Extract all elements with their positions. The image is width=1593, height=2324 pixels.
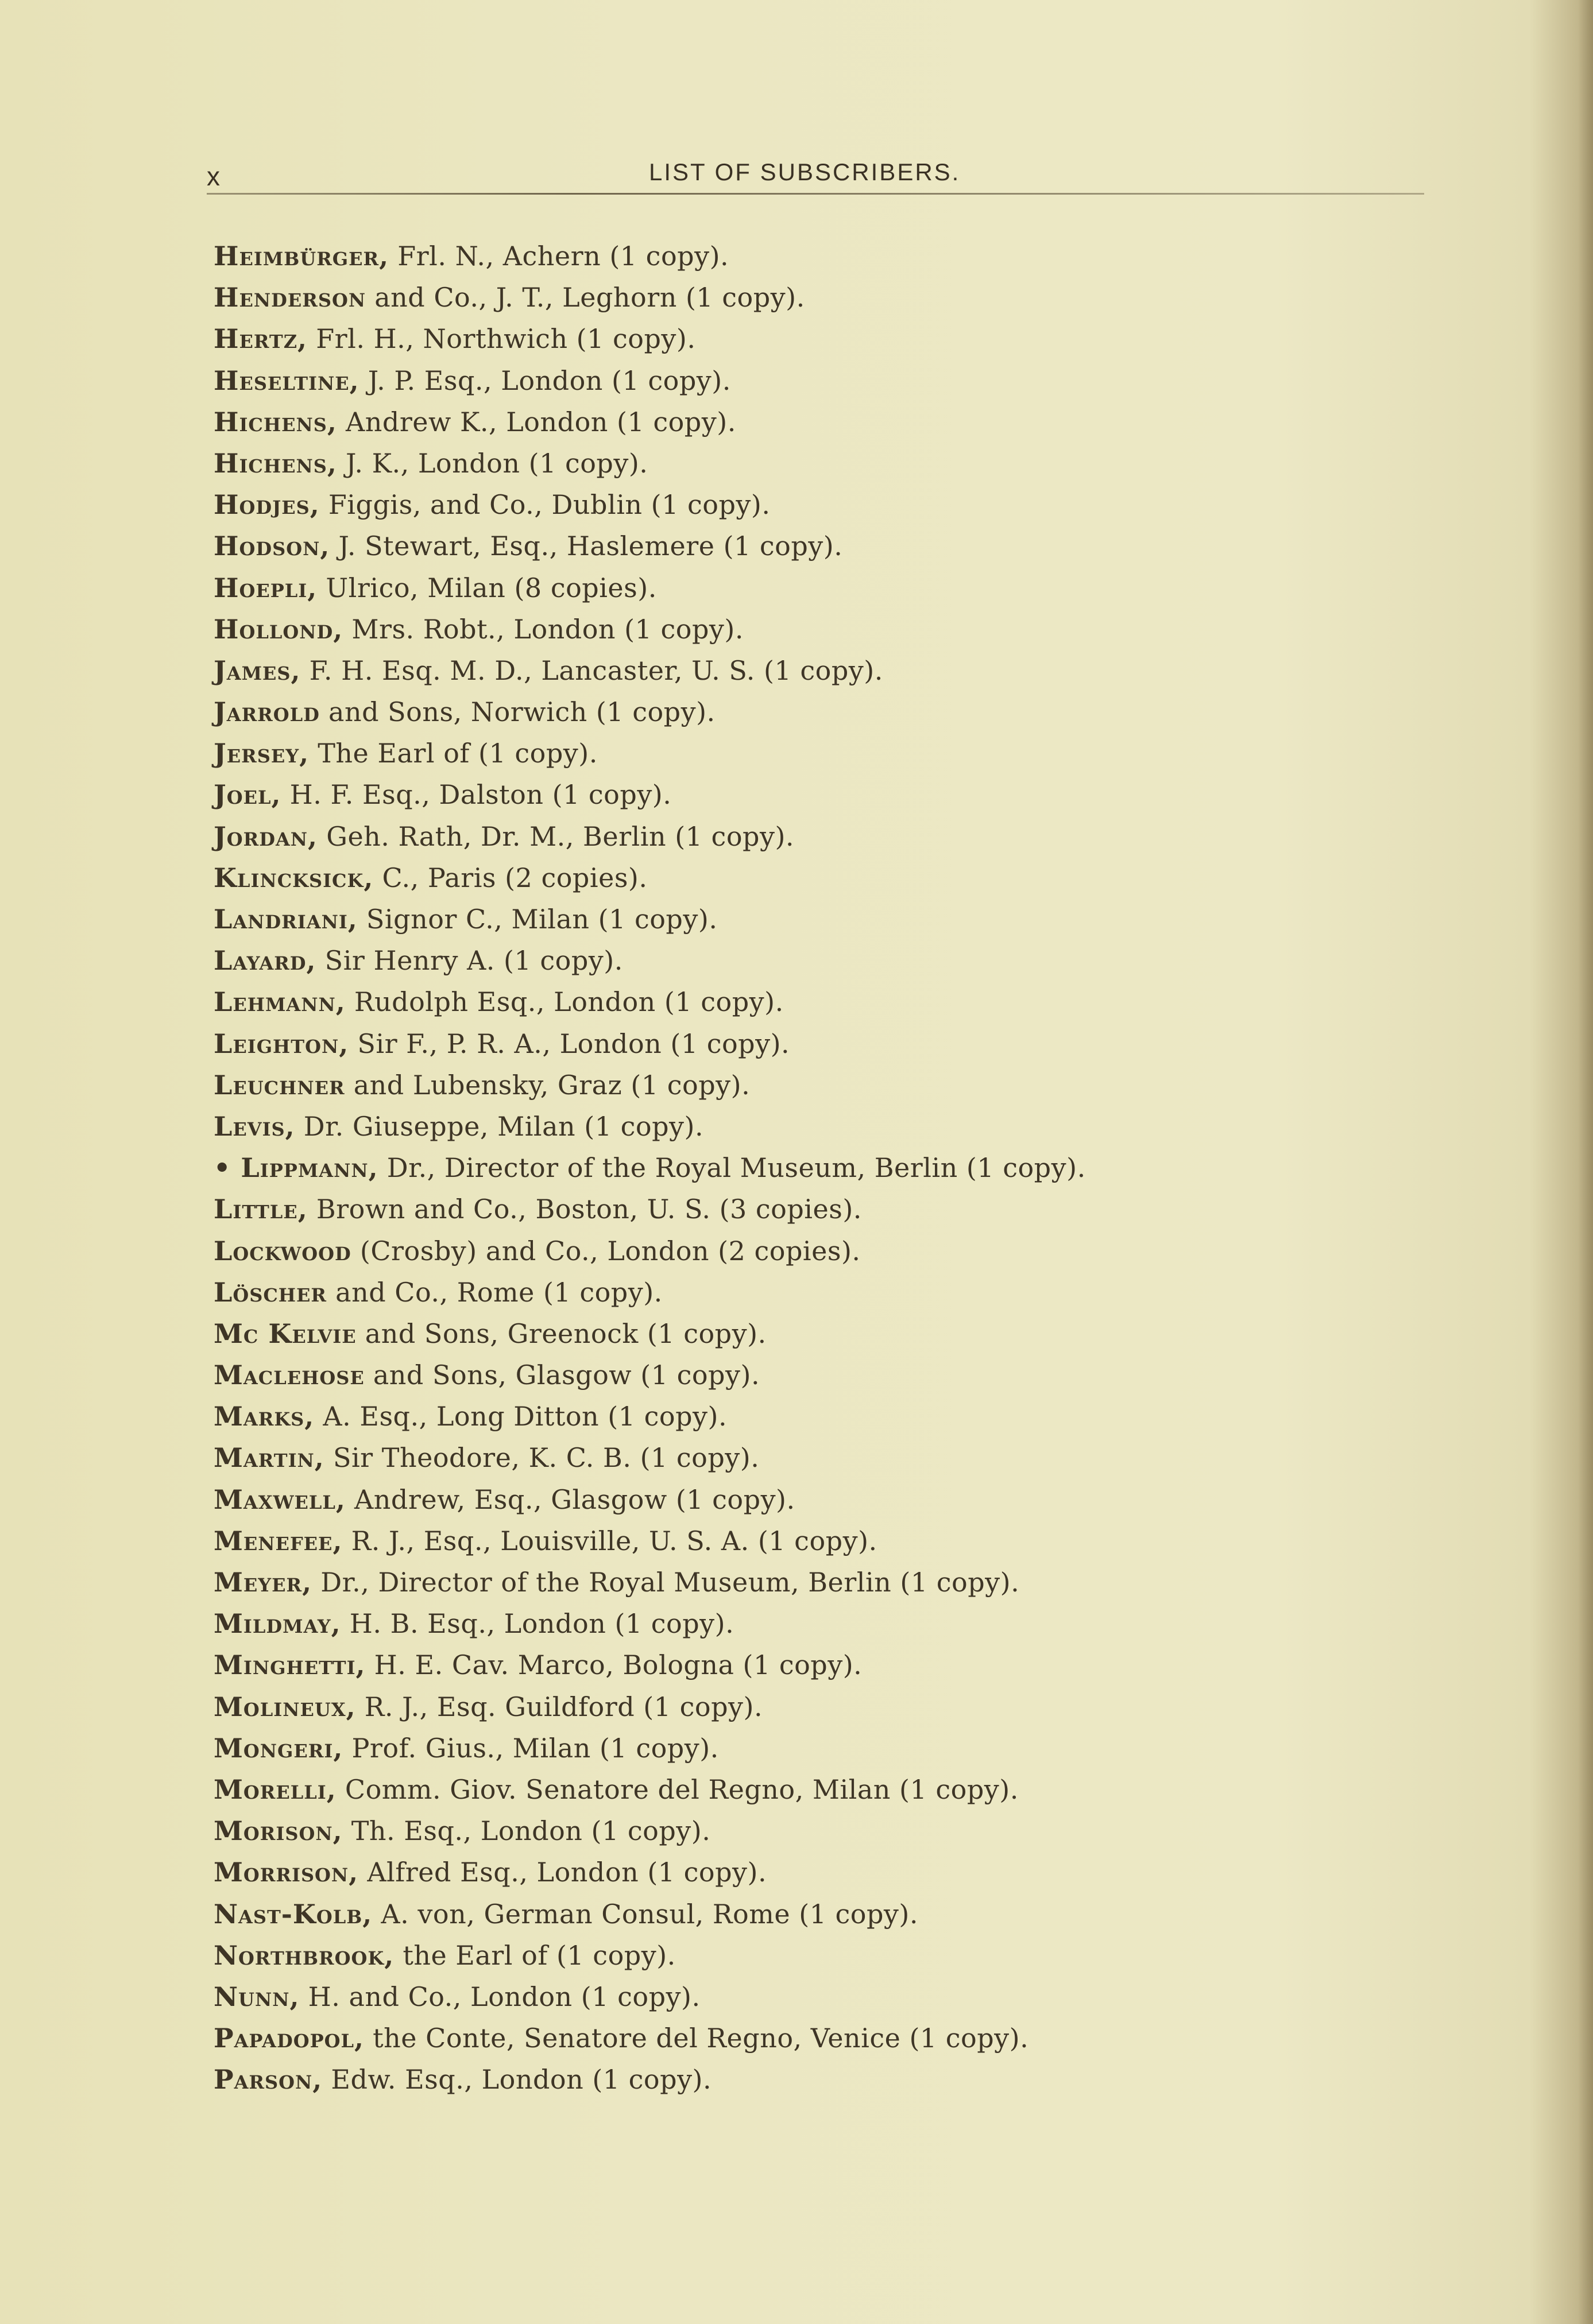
- subscriber-entry: [214, 609, 1534, 650]
- subscriber-entry: [214, 1354, 1534, 1396]
- subscriber-detail: F. H. Esq. M. D., Lancaster, U. S. (1 copy).: [300, 654, 883, 686]
- subscriber-entry: [214, 940, 1534, 981]
- subscriber-entry: [214, 816, 1534, 857]
- subscriber-entry: [214, 1188, 1534, 1230]
- subscriber-name: Lockwood: [214, 1235, 351, 1266]
- subscriber-name: Northbrook,: [214, 1939, 395, 1971]
- subscriber-name: Hoepli,: [214, 572, 318, 603]
- subscriber-name: • Lippmann,: [214, 1152, 378, 1184]
- subscriber-entry: [214, 1562, 1534, 1603]
- subscriber-detail: Mrs. Robt., London (1 copy).: [343, 613, 744, 645]
- subscriber-name: Meyer,: [214, 1567, 312, 1598]
- subscriber-detail: J. P. Esq., London (1 copy).: [359, 365, 731, 396]
- subscriber-name: Nast-Kolb,: [214, 1898, 373, 1930]
- subscriber-detail: H. B. Esq., London (1 copy).: [341, 1608, 734, 1640]
- subscriber-entry: [214, 1686, 1534, 1727]
- subscriber-name: Hichens,: [214, 406, 337, 437]
- subscriber-entry: [214, 1727, 1534, 1769]
- subscriber-name: Jersey,: [214, 738, 310, 769]
- subscriber-name: Landriani,: [214, 904, 358, 935]
- subscriber-detail: H. F. Esq., Dalston (1 copy).: [281, 779, 672, 811]
- subscriber-name: Layard,: [214, 945, 316, 977]
- subscriber-entry: [214, 1023, 1534, 1064]
- subscriber-detail: A. von, German Consul, Rome (1 copy).: [372, 1898, 918, 1930]
- subscriber-detail: the Conte, Senatore del Regno, Venice (1 copy).: [364, 2023, 1029, 2054]
- subscriber-entry: [214, 1769, 1534, 1810]
- subscriber-entry: [214, 1479, 1534, 1520]
- subscriber-name: Papadopol,: [214, 2023, 365, 2054]
- subscriber-name: Hodson,: [214, 530, 330, 562]
- subscriber-detail: Edw. Esq., London (1 copy).: [322, 2064, 712, 2096]
- subscriber-detail: Dr., Director of the Royal Museum, Berlin (1 copy).: [378, 1152, 1086, 1184]
- subscriber-entry: [214, 650, 1534, 691]
- subscriber-name: Hollond,: [214, 613, 343, 645]
- subscriber-entry: [214, 1313, 1534, 1354]
- subscriber-detail: Frl. H., Northwich (1 copy).: [307, 323, 696, 355]
- subscriber-entry: [214, 318, 1534, 359]
- subscriber-entry: [214, 1437, 1534, 1478]
- subscriber-name: Mc Kelvie: [214, 1318, 357, 1349]
- subscriber-detail: Ulrico, Milan (8 copies).: [317, 572, 657, 603]
- subscriber-name: Jordan,: [214, 820, 318, 852]
- subscriber-entry: [214, 1893, 1534, 1935]
- subscriber-entry: [214, 443, 1534, 484]
- subscriber-entry: [214, 2059, 1534, 2100]
- subscriber-name: Minghetti,: [214, 1649, 366, 1681]
- subscriber-name: Morelli,: [214, 1773, 337, 1805]
- subscriber-name: Jarrold: [214, 696, 320, 728]
- subscriber-name: Menefee,: [214, 1525, 343, 1556]
- subscriber-name: Joel,: [214, 779, 281, 811]
- subscriber-detail: Comm. Giov. Senatore del Regno, Milan (1 copy).: [336, 1773, 1019, 1805]
- subscriber-entry: [214, 1644, 1534, 1686]
- subscriber-name: Heseltine,: [214, 365, 359, 396]
- subscriber-detail: A. Esq., Long Ditton (1 copy).: [314, 1401, 728, 1432]
- subscriber-entry: [214, 484, 1534, 525]
- subscriber-entry: [214, 1810, 1534, 1852]
- subscriber-name: Henderson: [214, 282, 366, 313]
- running-title: LIST OF SUBSCRIBERS.: [649, 158, 961, 185]
- subscriber-name: Maxwell,: [214, 1484, 346, 1515]
- page-edge-shadow: [1578, 0, 1593, 2324]
- subscriber-detail: Brown and Co., Boston, U. S. (3 copies).: [307, 1194, 862, 1225]
- subscriber-entry: [214, 525, 1534, 567]
- subscriber-name: Löscher: [214, 1276, 327, 1308]
- header-rule: [207, 193, 1424, 195]
- subscriber-entry: [214, 1272, 1534, 1313]
- subscriber-name: Heimbürger,: [214, 241, 389, 272]
- subscriber-detail: Andrew, Esq., Glasgow (1 copy).: [345, 1484, 795, 1515]
- subscriber-detail: and Co., J. T., Leghorn (1 copy).: [366, 282, 805, 313]
- subscriber-detail: Th. Esq., London (1 copy).: [342, 1815, 711, 1847]
- subscriber-detail: R. J., Esq., Louisville, U. S. A. (1 copy).: [342, 1525, 877, 1556]
- subscriber-detail: Rudolph Esq., London (1 copy).: [345, 986, 784, 1018]
- subscriber-detail: Sir Theodore, K. C. B. (1 copy).: [324, 1442, 760, 1474]
- subscriber-detail: and Co., Rome (1 copy).: [327, 1276, 663, 1308]
- subscriber-name: Leighton,: [214, 1028, 349, 1059]
- subscriber-detail: H. E. Cav. Marco, Bologna (1 copy).: [365, 1649, 863, 1681]
- subscriber-detail: J. Stewart, Esq., Haslemere (1 copy).: [330, 530, 843, 562]
- subscriber-entry: [214, 1106, 1534, 1147]
- subscriber-entry: [214, 691, 1534, 733]
- subscriber-name: Mongeri,: [214, 1732, 343, 1764]
- subscriber-name: Levis,: [214, 1110, 295, 1142]
- subscriber-name: Hichens,: [214, 447, 337, 479]
- subscriber-entry: [214, 1976, 1534, 2017]
- subscriber-entry: [214, 1064, 1534, 1106]
- subscriber-name: Morison,: [214, 1815, 343, 1847]
- subscriber-detail: Figgis, and Co., Dublin (1 copy).: [319, 489, 771, 521]
- subscriber-entry: [214, 857, 1534, 898]
- subscriber-detail: Dr., Director of the Royal Museum, Berlin (1 copy).: [312, 1567, 1020, 1598]
- subscriber-name: James,: [214, 654, 301, 686]
- subscriber-detail: the Earl of (1 copy).: [394, 1939, 676, 1971]
- subscriber-detail: C., Paris (2 copies).: [373, 862, 648, 893]
- subscriber-detail: R. J., Esq. Guildford (1 copy).: [355, 1691, 763, 1722]
- subscriber-detail: Dr. Giuseppe, Milan (1 copy).: [295, 1110, 704, 1142]
- subscriber-detail: Alfred Esq., London (1 copy).: [358, 1857, 767, 1888]
- subscriber-entry: [214, 1147, 1534, 1188]
- subscriber-detail: Prof. Gius., Milan (1 copy).: [343, 1732, 719, 1764]
- subscriber-detail: (Crosby) and Co., London (2 copies).: [351, 1235, 861, 1266]
- subscriber-entry: [214, 1396, 1534, 1437]
- subscriber-name: Parson,: [214, 2064, 323, 2096]
- subscriber-detail: The Earl of (1 copy).: [309, 738, 598, 769]
- subscriber-detail: H. and Co., London (1 copy).: [299, 1981, 701, 2012]
- subscriber-entry: [214, 235, 1534, 277]
- subscriber-name: Mildmay,: [214, 1608, 341, 1640]
- subscriber-name: Hodjes,: [214, 489, 320, 521]
- subscriber-entry: [214, 360, 1534, 401]
- subscriber-detail: Sir Henry A. (1 copy).: [316, 945, 623, 977]
- page-number: x: [207, 161, 221, 191]
- subscriber-detail: and Sons, Norwich (1 copy).: [319, 696, 716, 728]
- subscriber-detail: J. K., London (1 copy).: [337, 447, 648, 479]
- subscriber-list: [214, 235, 1534, 2100]
- subscriber-name: Klincksick,: [214, 862, 374, 893]
- subscriber-name: Little,: [214, 1194, 308, 1225]
- subscriber-entry: [214, 1852, 1534, 1893]
- subscriber-name: Molineux,: [214, 1691, 356, 1722]
- subscriber-entry: [214, 981, 1534, 1022]
- subscriber-entry: [214, 2017, 1534, 2059]
- subscriber-entry: [214, 1520, 1534, 1562]
- subscriber-entry: [214, 1935, 1534, 1976]
- subscriber-entry: [214, 401, 1534, 443]
- subscriber-detail: and Sons, Glasgow (1 copy).: [364, 1359, 760, 1391]
- subscriber-entry: [214, 774, 1534, 815]
- subscriber-detail: Andrew K., London (1 copy).: [337, 406, 736, 437]
- subscriber-entry: [214, 1603, 1534, 1644]
- subscriber-name: Morrison,: [214, 1857, 359, 1888]
- subscriber-entry: [214, 567, 1534, 609]
- subscriber-entry: [214, 733, 1534, 774]
- subscriber-name: Lehmann,: [214, 986, 346, 1018]
- subscriber-detail: and Lubensky, Graz (1 copy).: [345, 1069, 751, 1101]
- subscriber-name: Maclehose: [214, 1359, 365, 1391]
- subscriber-detail: Frl. N., Achern (1 copy).: [389, 241, 729, 272]
- subscriber-entry: [214, 277, 1534, 318]
- subscriber-name: Marks,: [214, 1401, 315, 1432]
- subscriber-name: Martin,: [214, 1442, 324, 1474]
- subscriber-name: Hertz,: [214, 323, 308, 355]
- subscriber-name: Nunn,: [214, 1981, 300, 2012]
- subscriber-detail: Geh. Rath, Dr. M., Berlin (1 copy).: [318, 820, 795, 852]
- subscriber-detail: Sir F., P. R. A., London (1 copy).: [349, 1028, 790, 1059]
- subscriber-detail: Signor C., Milan (1 copy).: [357, 904, 718, 935]
- subscriber-detail: and Sons, Greenock (1 copy).: [356, 1318, 767, 1349]
- subscriber-name: Leuchner: [214, 1069, 345, 1101]
- subscriber-entry: [214, 1230, 1534, 1272]
- subscriber-entry: [214, 898, 1534, 940]
